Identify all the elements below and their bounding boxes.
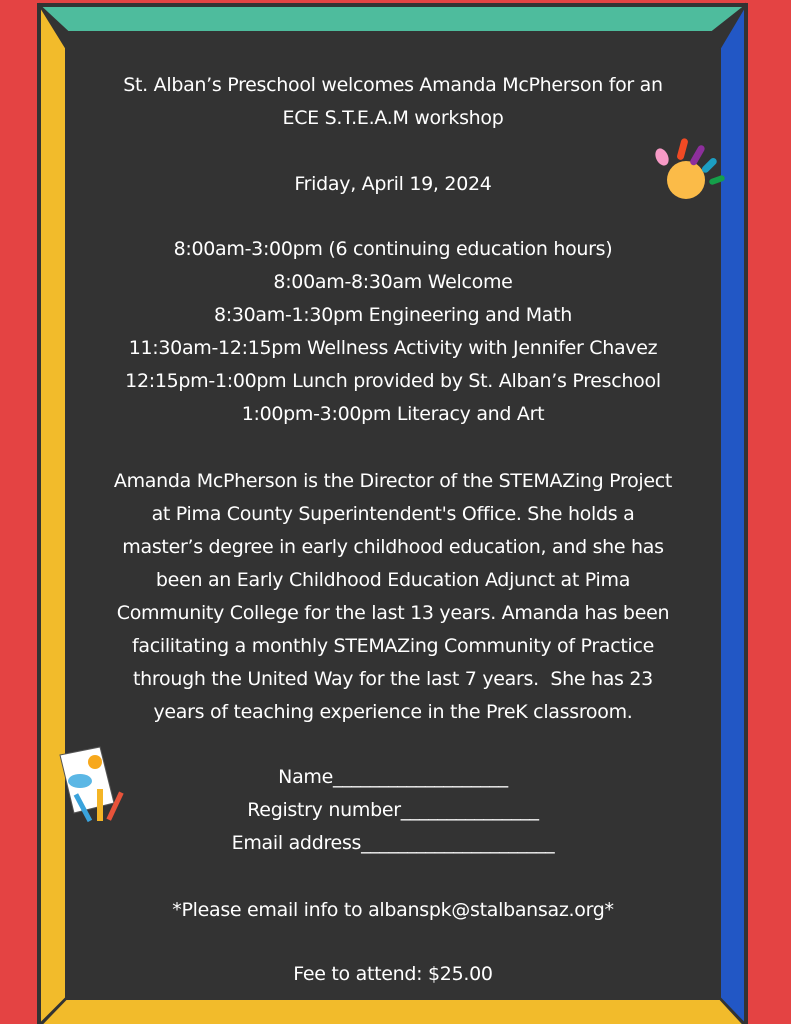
- bio-line: at Pima County Superintendent's Office. She holds a: [151, 503, 635, 525]
- bio-line: Amanda McPherson is the Director of the STEMAZing Project: [113, 470, 673, 492]
- bio-line: through the United Way for the last 7 years. She has 23: [133, 668, 653, 690]
- schedule-item: 8:30am-1:30pm Engineering and Math: [213, 304, 573, 326]
- title-line: St. Alban’s Preschool welcomes Amanda McPherson for an: [123, 74, 663, 96]
- frame-bottom: [40, 999, 745, 1024]
- title-line: ECE S.T.E.A.M workshop: [282, 107, 504, 129]
- schedule-item: 12:15pm-1:00pm Lunch provided by St. Alban’s Preschool: [125, 370, 661, 392]
- frame-top: [40, 6, 745, 32]
- schedule-item: 11:30am-12:15pm Wellness Activity with Jennifer Chavez: [128, 337, 658, 359]
- schedule-item: 8:00am-8:30am Welcome: [273, 271, 513, 293]
- event-date: Friday, April 19, 2024: [294, 173, 492, 195]
- bio-line: Community College for the last 13 years. Amanda has been: [116, 602, 670, 624]
- frame-left: [40, 6, 66, 1024]
- schedule-item: 1:00pm-3:00pm Literacy and Art: [241, 403, 545, 425]
- schedule-item: 8:00am-3:00pm (6 continuing education hours): [173, 238, 613, 260]
- bio-line: years of teaching experience in the PreK classroom.: [153, 701, 633, 723]
- fee: Fee to attend: $25.00: [293, 963, 493, 985]
- bio-line: been an Early Childhood Education Adjunct at Pima: [155, 569, 631, 591]
- bio-line: facilitating a monthly STEMAZing Community of Practice: [131, 635, 655, 657]
- name-field: Name___________________: [278, 766, 508, 788]
- bio-line: master’s degree in early childhood education, and she has: [122, 536, 664, 558]
- email-instructions: *Please email info to albanspk@stalbansaz.org*: [172, 899, 614, 921]
- registry-number-field: Registry number_______________: [247, 799, 539, 821]
- email-address-field: Email address_____________________: [231, 832, 555, 854]
